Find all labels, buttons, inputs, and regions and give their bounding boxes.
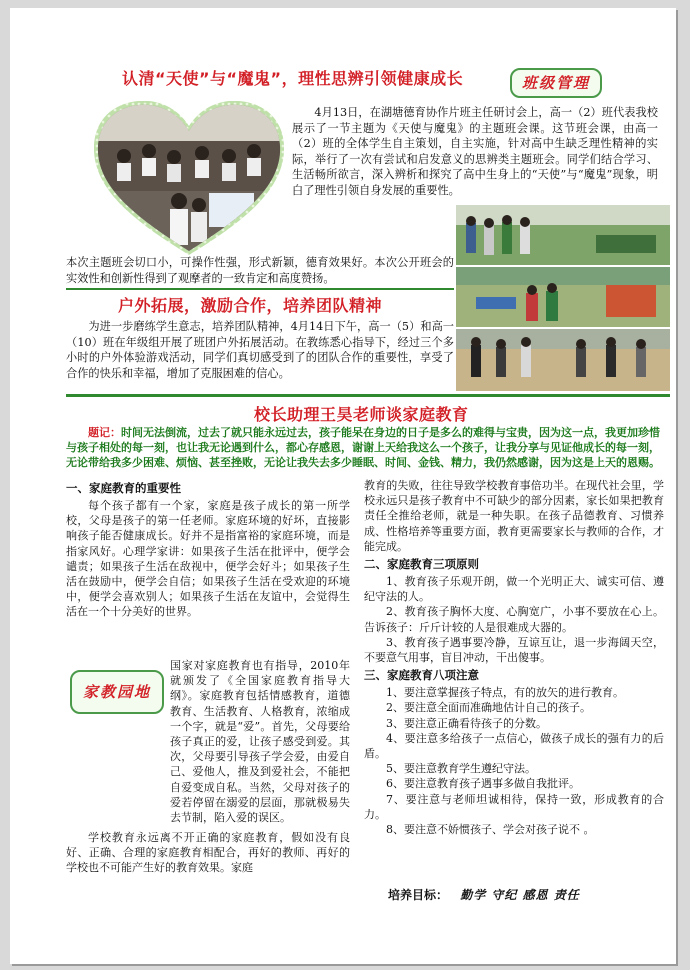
newsletter-page	[10, 8, 676, 964]
training-goals-values: 勤学 守纪 感恩 责任	[460, 888, 580, 902]
topic-label: 题记：	[88, 426, 121, 439]
article1-title: 认清“天使”与“魔鬼”，理性思辨引领健康成长	[122, 69, 464, 88]
note-6: 6、要注意教育孩子遇事多做自我批评。	[386, 777, 580, 791]
training-goals	[388, 886, 580, 903]
article1-paragraph2: 本次主题班会切口小，可操作性强，形式新颖，德育效果好。本次公开班会的实效性和创新性得到了观摩者的一致肯定和高度赞扬。	[66, 256, 454, 285]
note-3: 3、要注意正确看待孩子的分数。	[386, 716, 547, 730]
article2-paragraph: 为进一步磨练学生意志，培养团队精神，4月14日下午，高一（5）和高一（10）班在年级组开展了班团户外拓展活动。在教练悉心指导下，经过三个多小时的户外体验游戏活动，同学们真切感受到了的团队合作的重要性，享受了合作的快乐和幸福，增加了克服困难的信心。	[66, 320, 454, 380]
note-5: 5、要注意教育学生遵纪守法。	[386, 762, 536, 776]
article1-paragraph: 4月13日，在湖塘德育协作片班主任研讨会上，高一（2）班代表我校展示了一节主题为《天使与魔鬼》的主题班会课。这节班会课，由高一（2）班的全体学生自主策划，自主实施，针对高中生缺乏理性精神的实际，举行了一次有尝试和启发意义的思辨类主题班会。同学们结合学习、生活畅所欲言，深入辨析和探究了高中生身上的“天使”与“魔鬼”现象，明白了理性引领自身发展的重要性。	[292, 106, 658, 197]
article3-topic	[66, 426, 670, 470]
left-para3: 学校教育永远离不开正确的家庭教育，假如没有良好、正确、合理的家庭教育相配合，再好的教师、再好的学校也不可能产生好的教育效果。家庭	[66, 831, 350, 875]
note-4: 4、要注意多给孩子一点信心，做孩子成长的强有力的后盾。	[364, 731, 664, 761]
training-goals-label: 培养目标：	[388, 888, 449, 902]
principle-1: 1、教育孩子乐观开朗，做一个光明正大、诚实可信、遵纪守法的人。	[364, 575, 664, 604]
outdoor-photo-collage	[456, 205, 670, 391]
family-education-badge: 家教园地	[70, 670, 164, 714]
note-8: 8、要注意不娇惯孩子、学会对孩子说不 。	[386, 823, 595, 837]
article3-title: 校长助理王昊老师谈家庭教育	[254, 405, 469, 424]
note-2: 2、要注意全面而准确地估计自己的孩子。	[386, 701, 591, 715]
left-para2a: 国家对家庭教育也有指导，2010年就颁发了《全国家庭教育指导大纲》。家庭教育包括情感教育，道德教育、生活教育、人格教育，浓缩成一个字，就是“爱”。首先，父母要给孩子真正的爱，让孩子感受到爱。其次，父母要引导孩子学会爱，由爱自己、爱他人，推及到爱社会，不能把自爱变成自私。当然，父母对孩子的爱若停留在溺爱的层面，那就极易失去节制，陷入爱的误区。	[170, 659, 350, 825]
section-divider	[66, 394, 670, 397]
heading-principles: 二、家庭教育三项原则	[364, 557, 479, 572]
article2-title: 户外拓展，激励合作，培养团队精神	[118, 296, 383, 315]
heading-notes: 三、家庭教育八项注意	[364, 668, 479, 683]
heading-importance: 一、家庭教育的重要性	[66, 481, 181, 495]
classroom-heart-photo	[94, 101, 284, 256]
note-1: 1、要注意掌握孩子特点，有的放矢的进行教育。	[386, 686, 624, 700]
note-7: 7、要注意与老师坦诚相待，保持一致，形成教育的合力。	[364, 792, 664, 821]
left-para1: 每个孩子都有一个家，家庭是孩子成长的第一所学校，父母是孩子的第一任老师。家庭环境的好坏，直接影响孩子能否健康成长。好并不是指富裕的家庭环境，而是指家风好。心理学家讲：如果孩子生活在批评中，便学会谴责；如果孩子生活在敌视中，便学会好斗；如果孩子生活在鼓励中，便学会自信；如果孩子生活在受欢迎的环境中，便学会喜欢别人；如果孩子生活在友谊中，会觉得生活在一个十分美好的世界。	[66, 499, 350, 619]
right-column	[364, 478, 664, 837]
principle-2: 2、教育孩子胸怀大度、心胸宽广，小事不要放在心上。告诉孩子：斤斤计较的人是很难成大器的。	[364, 605, 664, 634]
principle-3: 3、教育孩子遇事要冷静，互谅互让，退一步海阔天空，不要意气用事，盲目冲动，干出傻事。	[364, 635, 664, 665]
class-management-badge: 班级管理	[510, 68, 602, 98]
left-column	[66, 478, 350, 620]
topic-text: 时间无法倒流，过去了就只能永远过去，孩子能呆在身边的日子是多么的难得与宝贵，因为这一点，我更加珍惜与孩子相处的每一刻，也让我无论遇到什么，都心存感恩，谢谢上天给我这么一个孩子，让我分享与见证他成长的每一刻，无论带给我多少困难、烦恼、甚至挫败，无论让我失去多少睡眠、时间、金钱、精力，我仍然感谢，因为这是上天的恩赐。	[66, 426, 660, 469]
divider-line	[66, 288, 454, 290]
right-para0: 教育的失败，往往导致学校教育事倍功半。在现代社会里，学校永远只是孩子教育中不可缺少的部分因素，家长如果把教育责任全推给老师，就是一种失职。在孩子品德教育、习惯养成、性格培养等重要方面，教育更需要家长与教师的合作，才能完成。	[364, 479, 664, 553]
